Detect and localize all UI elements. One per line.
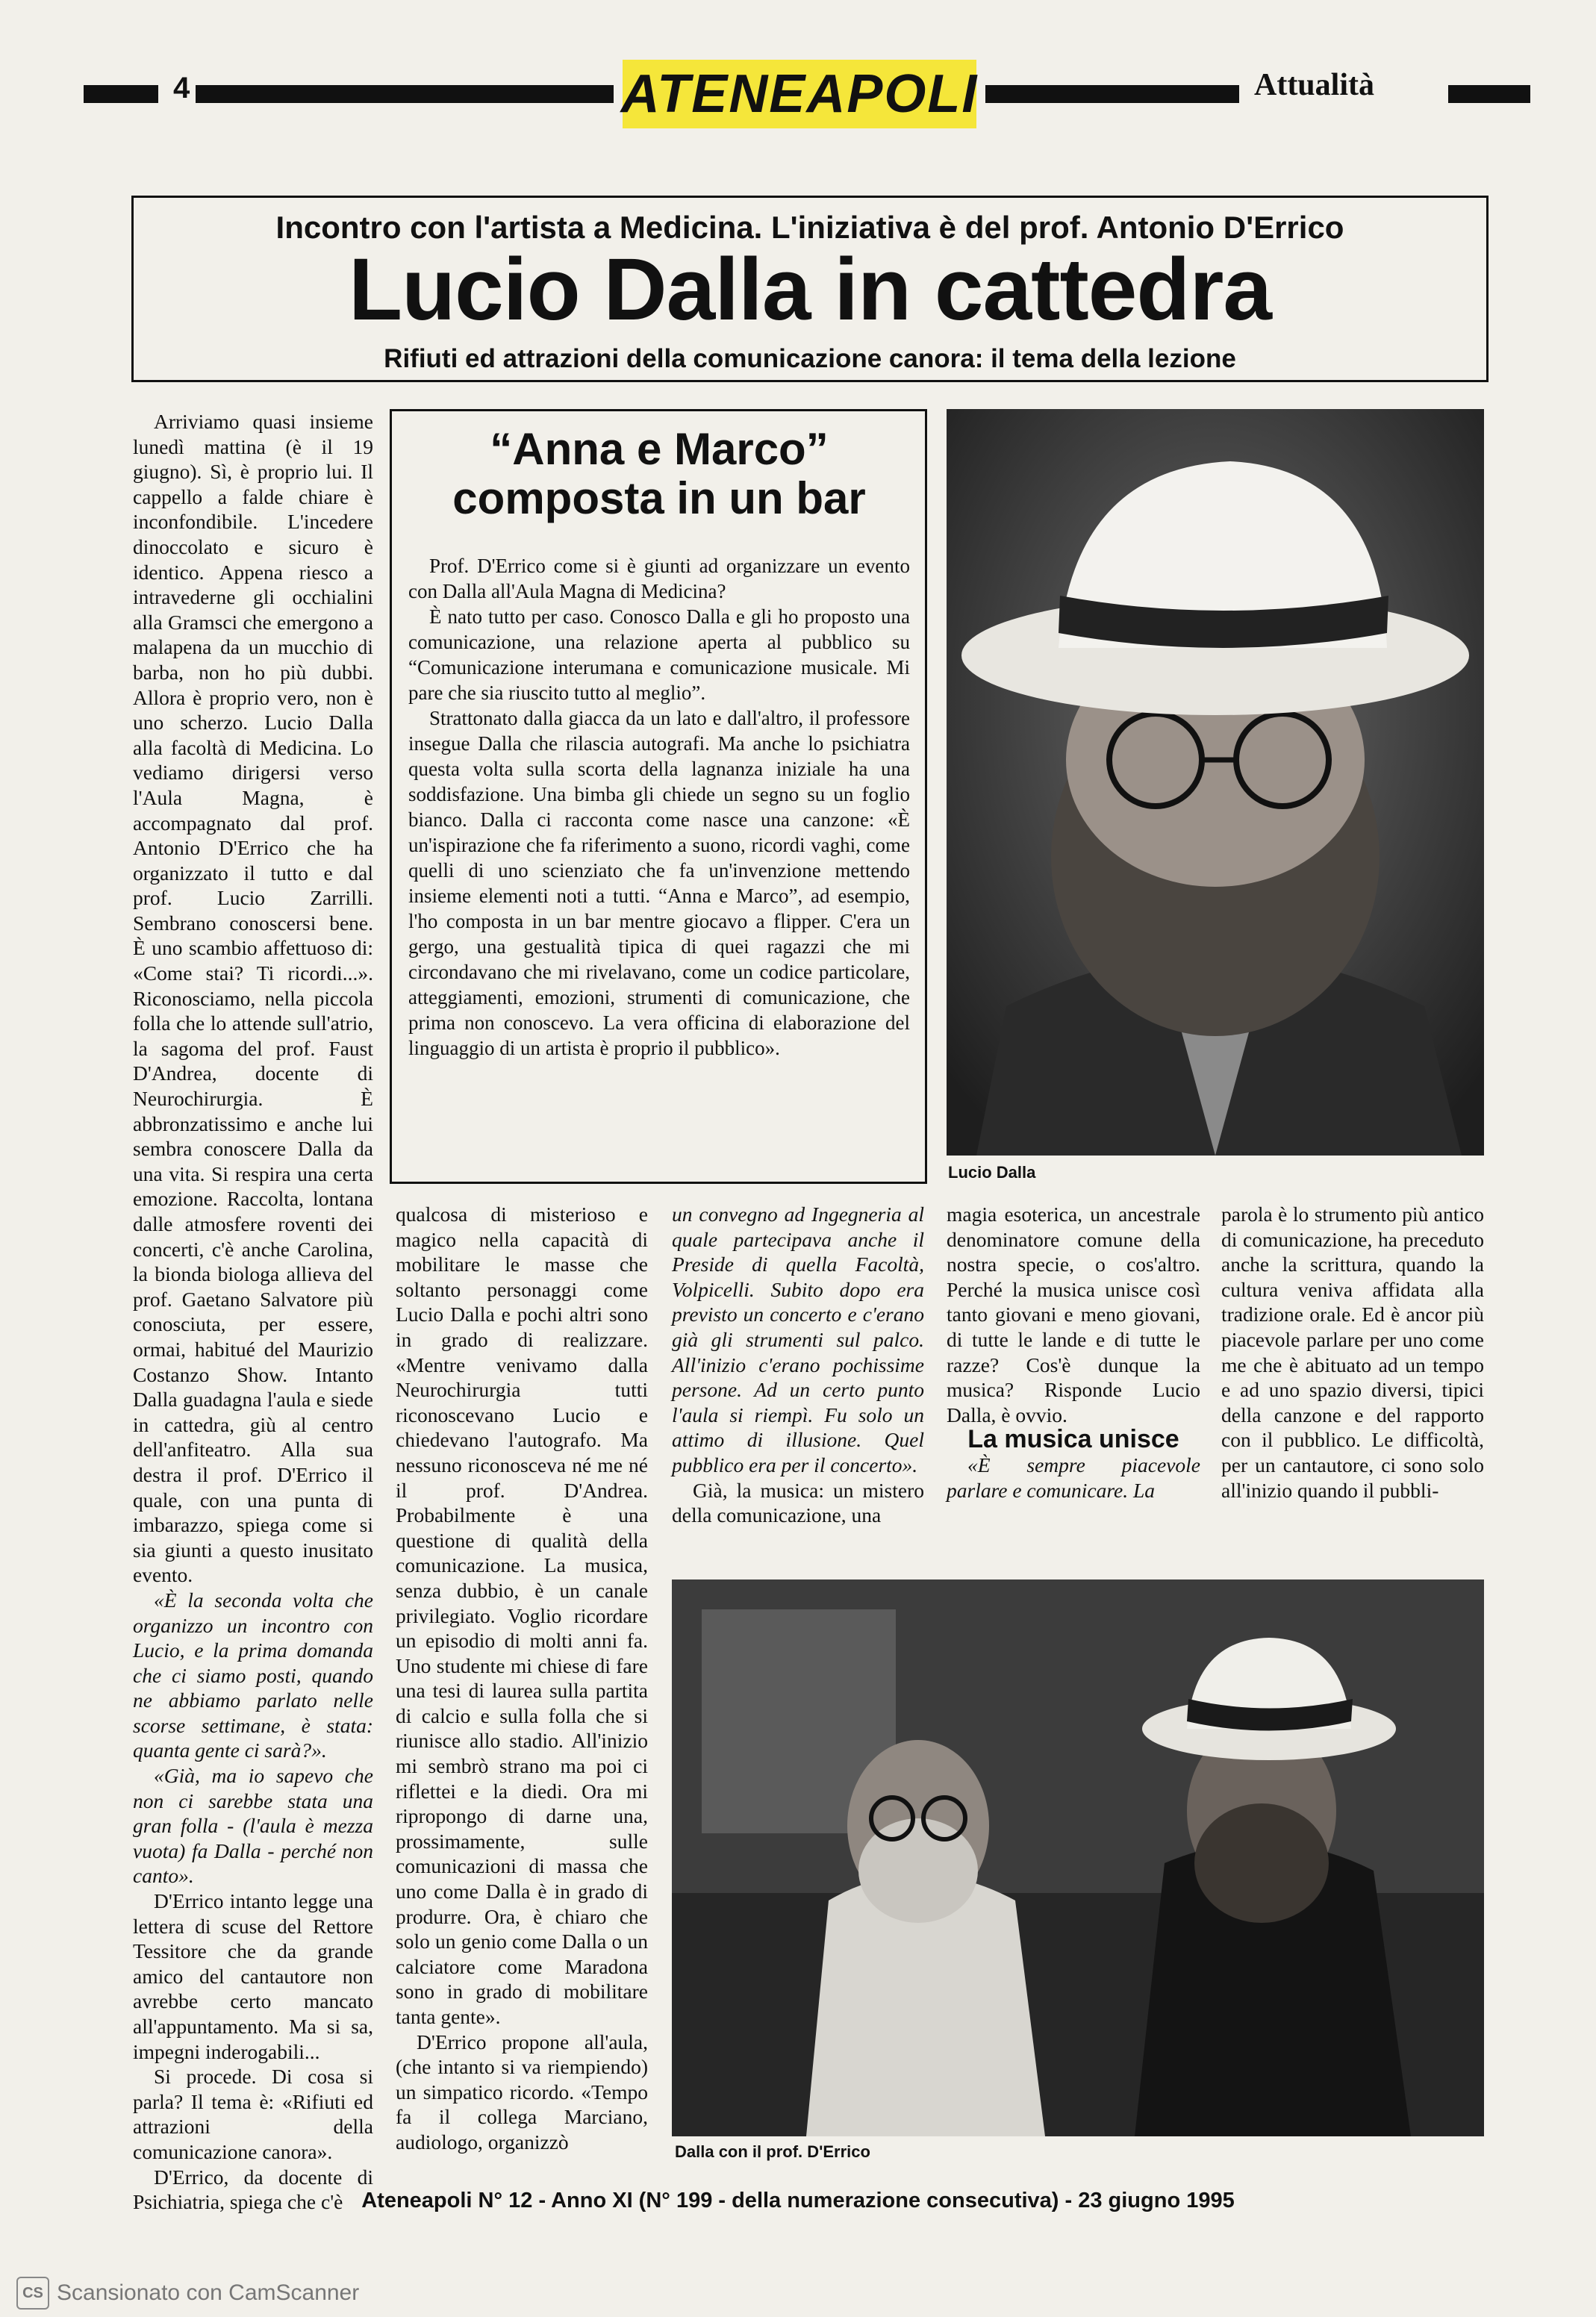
headline-box (131, 196, 1489, 382)
section-label: Attualità (1254, 68, 1374, 102)
photo-caption: Lucio Dalla (948, 1163, 1036, 1182)
paragraph: qualcosa di misterioso e magico nella capacità di mobilitare le masse che soltanto personaggi come Lucio Dalla e pochi altri sono in grado di realizzare. «Mentre venivamo dalla Neurochirurgia tutti riconoscevano Lucio e chiedevano l'autografo. Ma nessuno riconosceva né me né il prof. D'Andrea. Probabilmente è una questione di qualità della comunicazione. La musica, senza dubbio, è un canale privilegiato. Voglio ricordare un episodio di molti anni fa. Uno studente mi chiese di fare una tesi di laurea sulla partita di calcio e sulla folla che si riunisce allo stadio. All'inizio mi sembrò strano ma poi ci riflettei e la diedi. Ora mi ripropongo di darne una, prossimamente, sulle comunicazioni di massa che uno come Dalla è in grado di produrre. Ora, è chiaro che solo un genio come Dalla o un calciatore come Maradona sono in grado di mobilitare tanta gente». (396, 1203, 648, 2028)
paragraph: È nato tutto per caso. Conosco Dalla e gli ho proposto una comunicazione, una relazione aperta al pubblico su “Comunicazione interumana e comunicazione musicale. Mi pare che sia riuscito tutto al meglio”. (408, 605, 910, 704)
masthead-rule-left (84, 85, 158, 103)
paragraph: magia esoterica, un ancestrale denominatore comune della nostra specie, o cos'altro. Perché la musica unisce così tanto giovani e meno giovani, di tutte le lande e di tutte le razze? Cos'è dunque la musica? Risponde Lucio Dalla, è ovvio. (947, 1203, 1200, 1426)
sidebar-interview-box (390, 409, 927, 1184)
article-column-3 (672, 1202, 924, 1528)
paragraph: D'Errico propone all'aula, (che intanto si va riempiendo) un simpatico ricordo. «Tempo fa il collega Marciano, audiologo, organizzò (396, 2030, 648, 2154)
issue-footer: Ateneapoli N° 12 - Anno XI (N° 199 - della numerazione consecutiva) - 23 giugno 1995 (361, 2189, 1235, 2212)
paragraph: Strattonato dalla giacca da un lato e dall'altro, il professore insegue Dalla che rilascia autografi. Ma anche lo psichiatra questa volta sulla scorta della lagnanza iniziale ha una soddisfazione. Una bimba gli chiede un segno su un foglio bianco. Dalla ci racconta come nasce una canzone: «È un'ispirazione che fa riferimento a suono, ricordi vaghi, come quelli di uno scienziato che fa un'invenzione mettendo insieme elementi noti a tutti. “Anna e Marco”, ad esempio, l'ho composta in un bar mentre giocavo a flipper. C'era un gergo, una gestualità tipica di quei ragazzi che mi circondavano che mi rivelavano, come un codice particolare, atteggiamenti, emozioni, strumenti di comunicazione, che prima non conoscevo. La vera officina di elaborazione del linguaggio di un artista è proprio il pubblico». (408, 707, 910, 1059)
camscanner-logo: CS (16, 2277, 49, 2310)
paragraph: Già, la musica: un mistero della comunicazione, una (672, 1478, 924, 1527)
scanner-text: Scansionato con CamScanner (57, 2280, 360, 2305)
article-column-5 (1221, 1202, 1484, 1503)
paragraph: Arriviamo quasi insieme lunedì mattina (è il 19 giugno). Sì, è proprio lui. Il cappello a falde chiare è inconfondibile. L'incedere dinoccolato e sicuro è identico. Appena riesco a intravederne gli occhialini alla Gramsci che emergono a malapena da un mucchio di barba, non ho più dubbi. Allora è proprio vero, non è uno scherzo. Lucio Dalla alla facoltà di Medicina. Lo vediamo dirigersi verso l'Aula Magna, è accompagnato dal prof. Antonio D'Errico che ha organizzato il tutto e dal prof. Lucio Zarrilli. Sembrano conoscersi bene. È uno scambio affettuoso di: «Come stai? Ti ricordi...». Riconosciamo, nella piccola folla che lo attende sull'atrio, la sagoma del prof. Faust D'Andrea, docente di Neurochirurgia. È abbronzatissimo e anche lui sembra conoscere Dalla da una vita. Si respira una certa emozione. Raccolta, lontana dalle atmosfere roventi dei concerti, c'è anche Carolina, la bionda biologa allieva del prof. Gaetano Salvatore più conosciuta, per essere, ormai, habitué del Maurizio Costanzo Show. Intanto Dalla guadagna l'aula e siede in cattedra, giù al centro dell'anfiteatro. Alla sua destra il prof. D'Errico il quale, con una punta di imbarazzo, spiega come si sia giunti a questo inusitato evento. (133, 410, 373, 1587)
photo-illustration (672, 1580, 1484, 2136)
dalla-with-derrico-photo (672, 1580, 1484, 2136)
article-column-1 (133, 409, 373, 2215)
article-column-4 (947, 1202, 1200, 1503)
lucio-dalla-portrait-photo (947, 409, 1484, 1156)
paragraph: un convegno ad Ingegneria al quale partecipava anche il Preside di quella Facoltà, Volpicelli. Subito dopo era previsto un concerto e c'erano già gli strumenti sul palco. All'inizio c'erano pochissime persone. Ad un certo punto l'aula si riempì. Fu solo un attimo di illusione. Quel pubblico era per il concerto». (672, 1203, 924, 1476)
sidebar-title: “Anna e Marco” composta in un bar (452, 424, 866, 523)
masthead-rule-right (1448, 85, 1530, 103)
portrait-illustration (947, 409, 1484, 1156)
column-subhead: La musica unisce (967, 1425, 1179, 1454)
paragraph: Prof. D'Errico come si è giunti ad organizzare un evento con Dalla all'Aula Magna di Medicina? (408, 555, 910, 602)
scanner-watermark (16, 2277, 359, 2310)
headline: Lucio Dalla in cattedra (349, 240, 1271, 339)
paragraph: «Già, ma io sapevo che non ci sarebbe stata una gran folla - (l'aula è mezza vuota) fa Dalla - perché non canto». (133, 1764, 373, 1888)
ateneapoli-logo: ATENEAPOLI (623, 60, 976, 128)
paragraph: D'Errico intanto legge una lettera di scuse del Rettore Tessitore che da grande amico del cantautore non avrebbe certo mancato all'appuntamento. Ma si sa, impegni inderogabili... (133, 1889, 373, 2063)
photo-caption: Dalla con il prof. D'Errico (675, 2142, 870, 2161)
paragraph: «È sempre piacevole parlare e comunicare. La (947, 1453, 1200, 1502)
paragraph: parola è lo strumento più antico di comunicazione, ha preceduto anche la scrittura, quando la cultura veniva affidata alla tradizione orale. Ed è ancor più piacevole parlare per uno come me che è abituato ad un tempo e ad uno spazio diversi, tipici della canzone e del rapporto con il pubblico. Le difficoltà, per un cantautore, ci sono solo all'inizio quando il pubbli- (1221, 1203, 1484, 1502)
masthead-rule-center-left (196, 85, 614, 103)
subheadline: Rifiuti ed attrazioni della comunicazione canora: il tema della lezione (384, 344, 1236, 373)
paragraph: Si procede. Di cosa si parla? Il tema è: «Rifiuti ed attrazioni della comunicazione canora». (133, 2065, 373, 2163)
page-number: 4 (173, 72, 190, 105)
paragraph: «È la seconda volta che organizzo un incontro con Lucio, e la prima domanda che ci siamo posti, quando ne abbiamo parlato nelle scorse settimane, è stata: quanta gente ci sarà?». (133, 1588, 373, 1762)
article-column-2 (396, 1202, 648, 2155)
sidebar-text (408, 553, 910, 1061)
paragraph: D'Errico, da docente di Psichiatria, spiega che c'è (133, 2165, 373, 2214)
kicker: Incontro con l'artista a Medicina. L'iniziativa è del prof. Antonio D'Errico (275, 210, 1344, 245)
masthead-rule-center-right (985, 85, 1239, 103)
